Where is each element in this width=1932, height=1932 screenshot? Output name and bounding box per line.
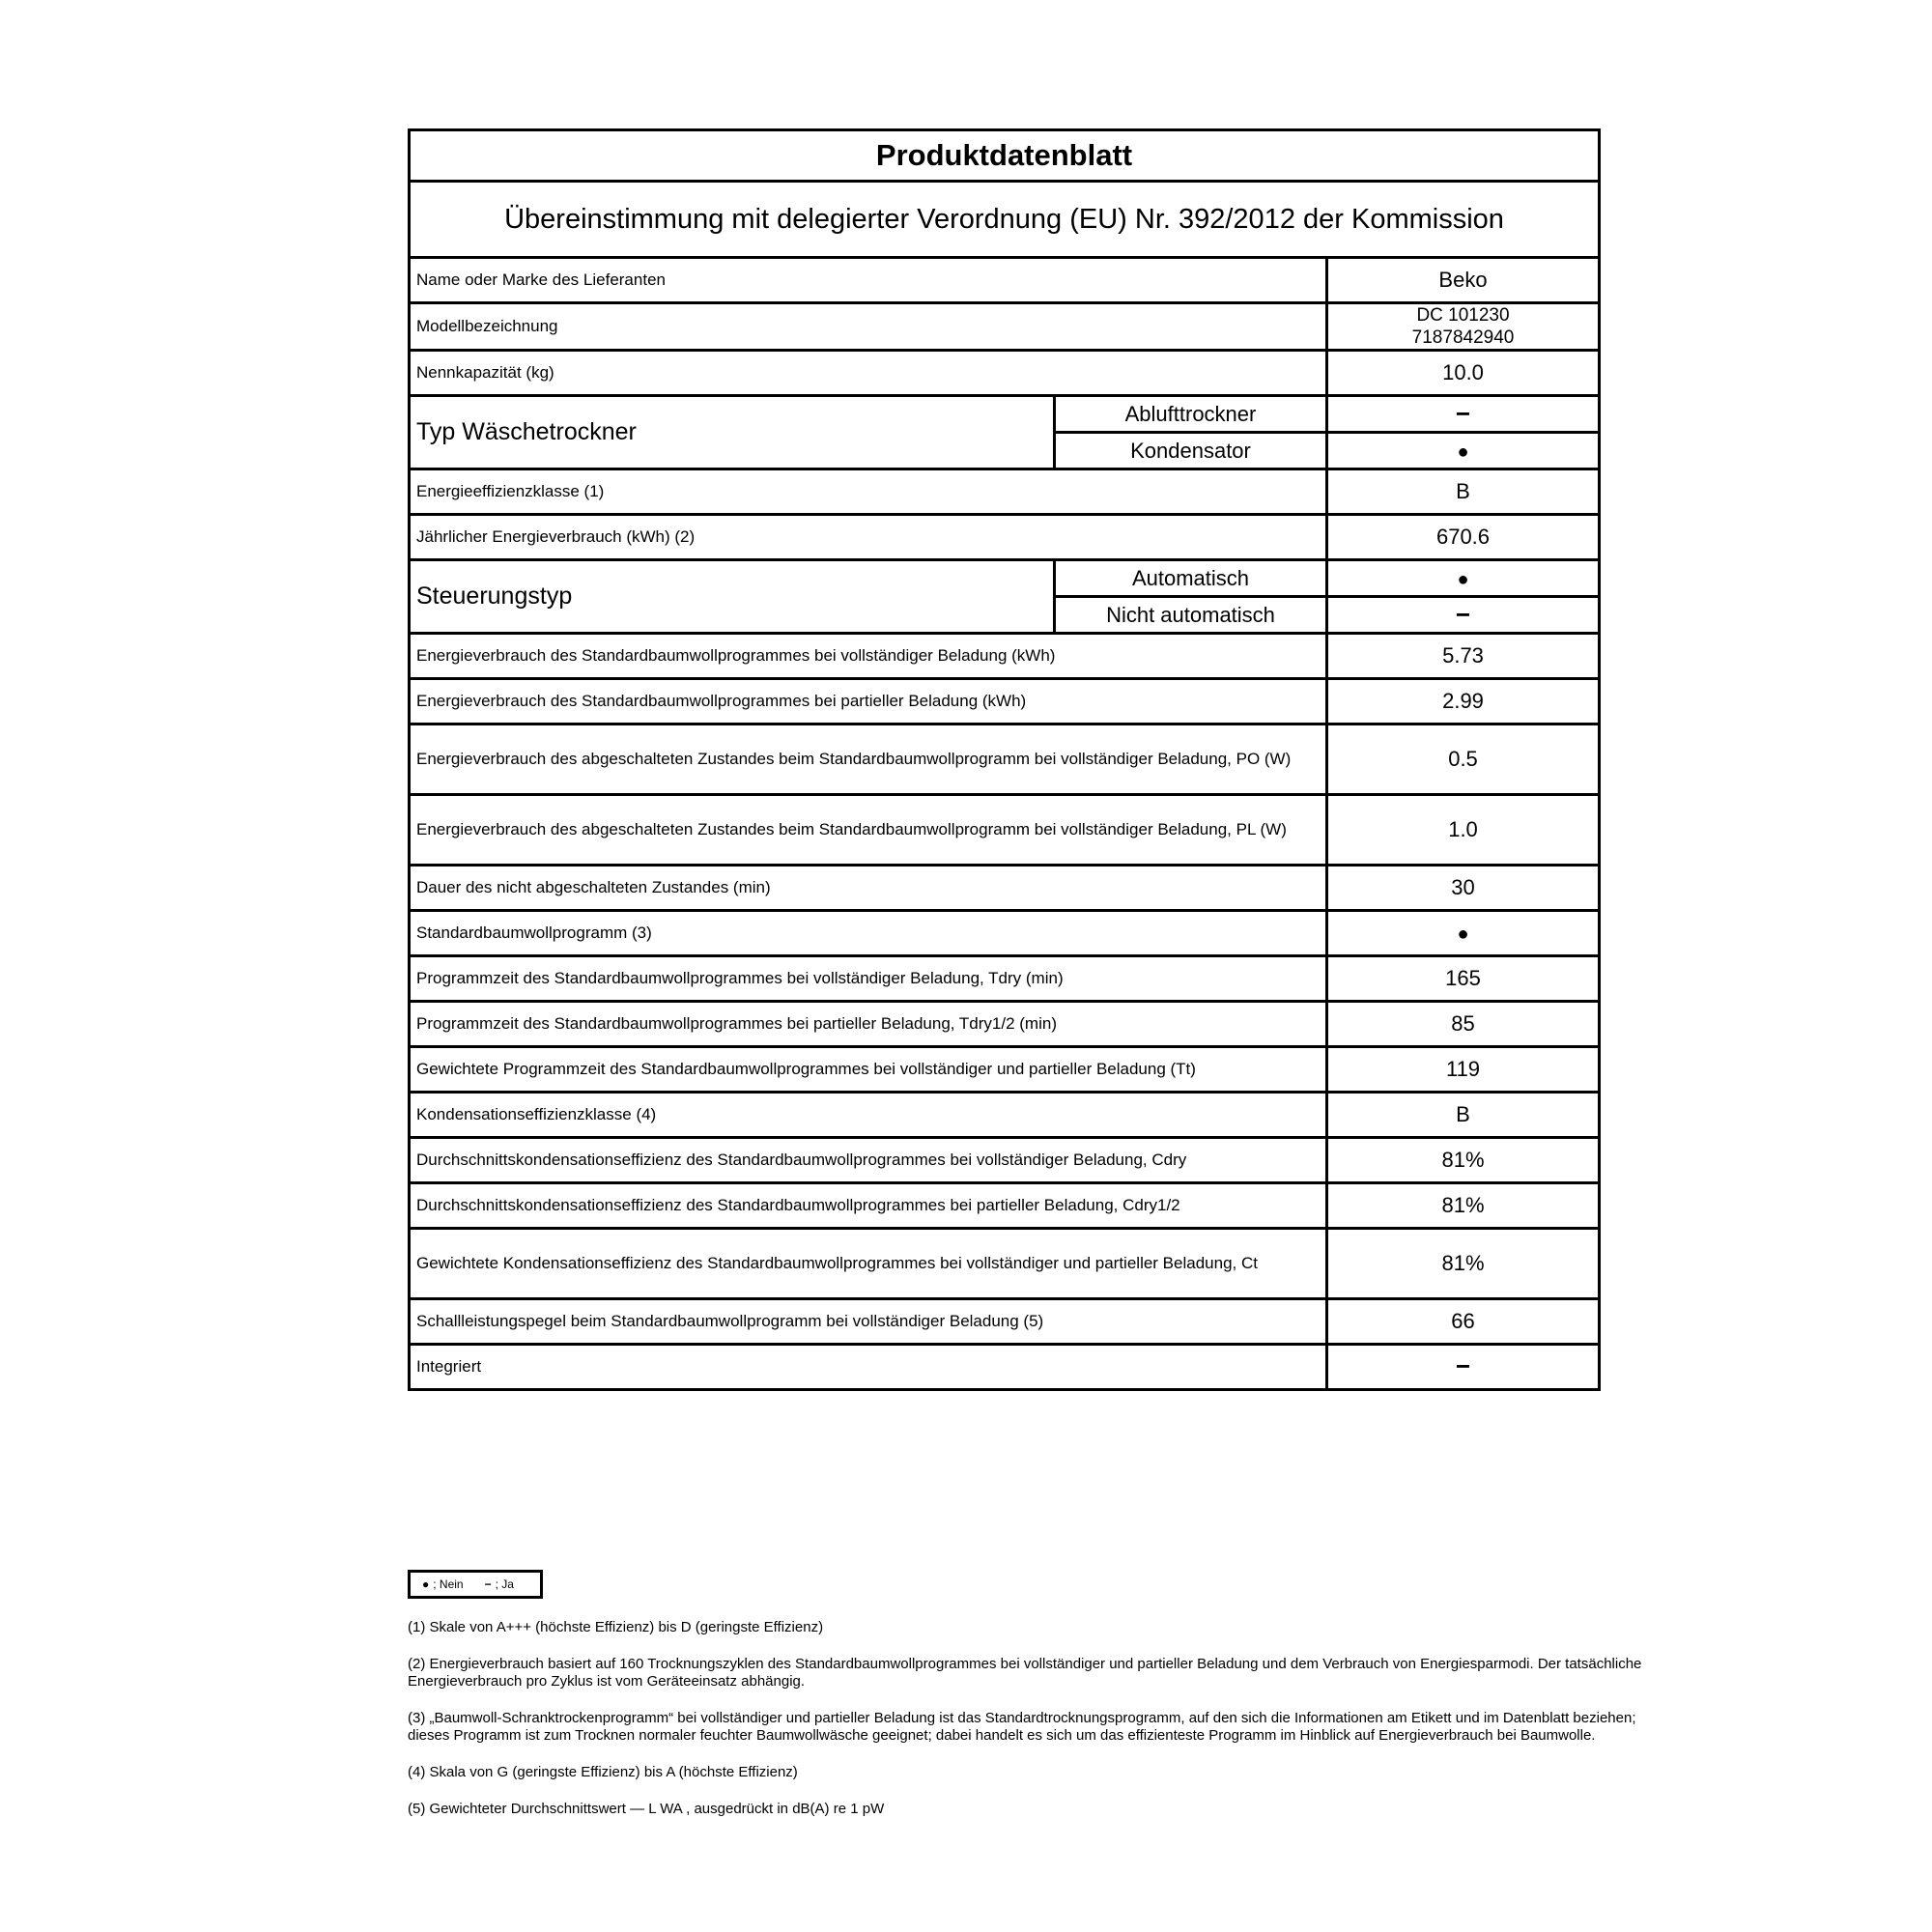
table-row	[410, 560, 1600, 597]
dash-symbol: −	[484, 1577, 492, 1591]
table-row	[410, 1093, 1600, 1138]
row-value: 85	[1327, 1002, 1600, 1047]
row-value: 66	[1327, 1299, 1600, 1345]
dash-symbol: −	[1455, 398, 1471, 428]
option-label: Nicht automatisch	[1055, 597, 1327, 634]
row-value: 670.6	[1327, 515, 1600, 560]
title-row	[410, 130, 1600, 182]
dot-symbol: ●	[422, 1577, 430, 1591]
row-label: Name oder Marke des Lieferanten	[410, 258, 1327, 303]
row-label: Durchschnittskondensationseffizienz des Standardbaumwollprogrammes bei vollständiger Beladung, Cdry	[410, 1138, 1327, 1183]
row-value: Beko	[1327, 258, 1600, 303]
dot-symbol: ●	[1457, 923, 1469, 945]
row-value	[1327, 433, 1600, 469]
table-row	[410, 1138, 1600, 1183]
subtitle-row	[410, 182, 1600, 258]
row-label: Dauer des nicht abgeschalteten Zustandes (min)	[410, 866, 1327, 911]
table-row	[410, 1345, 1600, 1390]
row-label: Kondensationseffizienzklasse (4)	[410, 1093, 1327, 1138]
row-label: Programmzeit des Standardbaumwollprogrammes bei partieller Beladung, Tdry1/2 (min)	[410, 1002, 1327, 1047]
legend-label-ja: ; Ja	[495, 1577, 514, 1591]
row-value: 0.5	[1327, 724, 1600, 795]
table-row	[410, 724, 1600, 795]
row-label: Standardbaumwollprogramm (3)	[410, 911, 1327, 956]
row-value	[1327, 597, 1600, 634]
table-row	[410, 469, 1600, 515]
table-row	[410, 1183, 1600, 1229]
option-label: Kondensator	[1055, 433, 1327, 469]
row-value: 81%	[1327, 1138, 1600, 1183]
row-value: 81%	[1327, 1183, 1600, 1229]
model-number: DC 101230	[1416, 305, 1510, 326]
row-label: Gewichtete Kondensationseffizienz des Standardbaumwollprogrammes bei vollständiger und partieller Beladung, Ct	[410, 1229, 1327, 1299]
product-data-table	[408, 128, 1601, 1391]
row-value	[1327, 1345, 1600, 1390]
row-value: 10.0	[1327, 351, 1600, 396]
row-label: Gewichtete Programmzeit des Standardbaumwollprogrammes bei vollständiger und partieller Beladung (Tt)	[410, 1047, 1327, 1093]
footnote: (1) Skale von A+++ (höchste Effizienz) bis D (geringste Effizienz)	[408, 1619, 824, 1635]
table-row	[410, 1229, 1600, 1299]
regulation-subtitle: Übereinstimmung mit delegierter Verordnung (EU) Nr. 392/2012 der Kommission	[410, 182, 1600, 258]
table-row	[410, 1002, 1600, 1047]
row-label: Energieeffizienzklasse (1)	[410, 469, 1327, 515]
table-row	[410, 956, 1600, 1002]
row-label: Typ Wäschetrockner	[410, 396, 1055, 469]
row-value: 119	[1327, 1047, 1600, 1093]
row-label: Energieverbrauch des abgeschalteten Zustandes beim Standardbaumwollprogramm bei vollständiger Beladung, PL (W)	[410, 795, 1327, 866]
row-value	[1327, 303, 1600, 351]
row-value: 1.0	[1327, 795, 1600, 866]
table-row	[410, 351, 1600, 396]
row-value: 81%	[1327, 1229, 1600, 1299]
model-code: 7187842940	[1411, 327, 1515, 348]
footnotes	[408, 1619, 1654, 1837]
row-label: Jährlicher Energieverbrauch (kWh) (2)	[410, 515, 1327, 560]
table-row	[410, 866, 1600, 911]
table-row	[410, 258, 1600, 303]
footnote: (3) „Baumwoll-Schranktrockenprogramm“ bei vollständiger und partieller Beladung ist das Standardtrocknungsprogramm, auf den sich die Informationen am Etikett und im Datenblatt beziehen; dieses Programm ist zum Trocknen normaler feuchter Baumwollwäsche geeignet; dabei handelt es sich um das effizienteste Programm im Hinblick auf Energieverbrauch bei Baumwolle.	[408, 1710, 1636, 1744]
footnote: (2) Energieverbrauch basiert auf 160 Trocknungszyklen des Standardbaumwollprogrammes bei vollständiger und partieller Beladung und dem Verbrauch von Energiesparmodi. Der tatsächliche Energieverbrauch pro Zyklus ist vom Geräteeinsatz abhängig.	[408, 1656, 1642, 1690]
footnote: (5) Gewichteter Durchschnittswert — L WA , ausgedrückt in dB(A) re 1 pW	[408, 1801, 885, 1817]
dash-symbol: −	[1455, 599, 1471, 629]
table-row	[410, 634, 1600, 679]
table-row	[410, 679, 1600, 724]
dot-symbol: ●	[1457, 568, 1469, 590]
row-value: 5.73	[1327, 634, 1600, 679]
table-row	[410, 396, 1600, 433]
row-value: B	[1327, 469, 1600, 515]
row-value: B	[1327, 1093, 1600, 1138]
table-row	[410, 911, 1600, 956]
table-row	[410, 303, 1600, 351]
row-label: Energieverbrauch des abgeschalteten Zustandes beim Standardbaumwollprogramm bei vollständiger Beladung, PO (W)	[410, 724, 1327, 795]
sheet-title: Produktdatenblatt	[410, 130, 1600, 182]
table-row	[410, 795, 1600, 866]
table-row	[410, 1299, 1600, 1345]
row-label: Modellbezeichnung	[410, 303, 1327, 351]
option-label: Automatisch	[1055, 560, 1327, 597]
row-value	[1327, 911, 1600, 956]
legend-label-nein: ; Nein	[433, 1577, 464, 1591]
row-label: Durchschnittskondensationseffizienz des Standardbaumwollprogrammes bei partieller Beladung, Cdry1/2	[410, 1183, 1327, 1229]
symbol-legend	[408, 1570, 543, 1599]
table-row	[410, 515, 1600, 560]
dash-symbol: −	[1455, 1351, 1471, 1380]
footnote: (4) Skala von G (geringste Effizienz) bis A (höchste Effizienz)	[408, 1764, 798, 1780]
row-value: 30	[1327, 866, 1600, 911]
dot-symbol: ●	[1457, 440, 1469, 463]
row-label: Energieverbrauch des Standardbaumwollprogrammes bei vollständiger Beladung (kWh)	[410, 634, 1327, 679]
table-row	[410, 1047, 1600, 1093]
row-label: Schallleistungspegel beim Standardbaumwollprogramm bei vollständiger Beladung (5)	[410, 1299, 1327, 1345]
row-label: Steuerungstyp	[410, 560, 1055, 634]
row-value: 165	[1327, 956, 1600, 1002]
option-label: Ablufttrockner	[1055, 396, 1327, 433]
row-label: Nennkapazität (kg)	[410, 351, 1327, 396]
row-label: Programmzeit des Standardbaumwollprogrammes bei vollständiger Beladung, Tdry (min)	[410, 956, 1327, 1002]
row-value	[1327, 560, 1600, 597]
row-label: Energieverbrauch des Standardbaumwollprogrammes bei partieller Beladung (kWh)	[410, 679, 1327, 724]
row-value: 2.99	[1327, 679, 1600, 724]
row-label: Integriert	[410, 1345, 1327, 1390]
row-value	[1327, 396, 1600, 433]
product-data-sheet	[408, 128, 1598, 1391]
